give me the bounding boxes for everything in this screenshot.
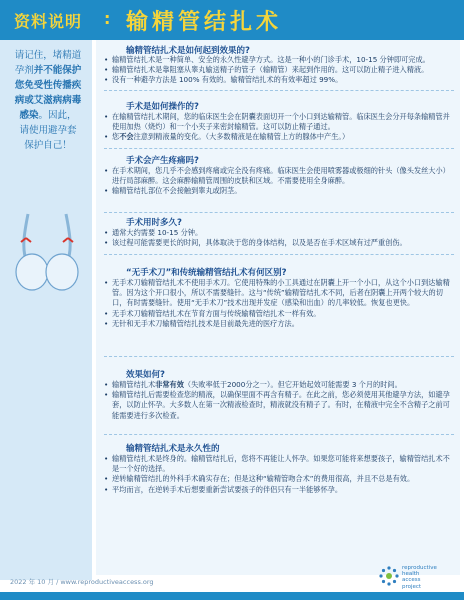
divider — [104, 434, 454, 435]
list-item: • 输精管结扎术是一种简单、安全的永久性避孕方式。这是一种小的门诊手术，10-15 分钟即可完成。 — [104, 55, 456, 65]
divider — [104, 254, 454, 255]
question-heading: 手术是如何操作的? — [126, 102, 199, 112]
bullet-list — [104, 380, 456, 421]
page-title: 输精管结扎术 — [126, 10, 283, 35]
question-heading: 输精管结扎术是永久性的 — [126, 444, 220, 454]
sidebar — [0, 40, 92, 580]
list-item: • 输精管结扎术是靠阻塞从睾丸输送精子的管子（输精管）来起到作用的。这可以防止精子进入精液。 — [104, 65, 456, 75]
divider — [104, 148, 454, 149]
header-label: 资料说明 — [14, 12, 83, 31]
bullet-list — [104, 166, 456, 197]
bullet-list — [104, 112, 456, 143]
question-heading: 输精管结扎术是如何起到效果的? — [126, 46, 250, 56]
list-item: • 在手术期间，您几乎不会感到疼痛或完全没有疼痛。临床医生会使用喷雾器或极细的针头（像头发丝大小）进行局部麻醉。这会麻醉输精管周围的皮肤和区域。不需要使用全身麻醉。 — [104, 166, 456, 186]
list-item: • 输精管结扎术非常有效（失败率低于2000分之一）。但它开始起效可能需要 3 个月的时间。 — [104, 380, 456, 390]
divider — [104, 212, 454, 213]
list-item: • 输精管结扎后需要检查您的精液，以确保里面不再含有精子。在此之前，您必须使用其他避孕方法，如避孕套，以防止怀孕。大多数人在第一次精液检查时，精液就没有精子了。有时，在精液中完全不含精子之前可能需要进行多次检查。 — [104, 390, 456, 421]
question-heading: “无手术刀”和传统输精管结扎术有何区别? — [126, 268, 287, 278]
bottom-bar — [0, 592, 464, 600]
footer-date-url: 2022 年 10 月 / www.reproductiveaccess.org — [10, 578, 154, 586]
list-item: • 在输精管结扎术期间，您的临床医生会在阴囊表面切开一个小口到达输精管。临床医生会分开每条输精管并使用加热（烧灼）和一个小夹子来密封输精管。这可以防止精子通过。 — [104, 112, 456, 132]
content-panel — [96, 40, 460, 575]
list-item: • 无针和无手术刀输精管结扎技术是目前最先进的医疗方法。 — [104, 319, 456, 329]
list-item: • 该过程可能需要更长的时间，具体取决于您的身体结构，以及是否在手术区域有过严重创伤。 — [104, 238, 456, 248]
anatomy-illustration-icon — [10, 208, 84, 294]
logo-text: reproductive health access project — [402, 565, 437, 590]
list-item: • 您不会注意到精液量的变化。（大多数精液是在输精管上方的腺体中产生。） — [104, 132, 456, 142]
divider — [104, 90, 454, 91]
bullet-list — [104, 278, 456, 329]
list-item: • 输精管结扎部位不会接触到睾丸或阴茎。 — [104, 186, 456, 196]
question-heading: 手术会产生疼痛吗? — [126, 156, 199, 166]
bullet-list — [104, 228, 456, 248]
list-item: • 没有一种避孕方法是 100% 有效的。输精管结扎术的有效率超过 99%。 — [104, 75, 456, 85]
bullet-list — [104, 55, 456, 86]
list-item: • 逆转输精管结扎的外科手术确实存在；但是这种“输精管吻合术”的费用很高，并且不总是有效。 — [104, 474, 456, 484]
question-heading: 手术用时多久? — [126, 218, 182, 228]
list-item: • 无手术刀输精管结扎术在节育方面与传统输精管结扎术一样有效。 — [104, 309, 456, 319]
page-header — [0, 0, 464, 40]
list-item: • 通常大约需要 10-15 分钟。 — [104, 228, 456, 238]
question-heading: 效果如何? — [126, 370, 165, 380]
list-item: • 平均而言，在逆转手术后想要重新尝试要孩子的伴侣只有一半能够怀孕。 — [104, 485, 456, 495]
list-item: • 输精管结扎术是终身的。输精管结扎后，您将不再能让人怀孕。如果您可能将来想要孩子，输精管结扎术不是一个好的选择。 — [104, 454, 456, 474]
list-item: • 无手术刀输精管结扎术不使用手术刀。它使用特殊的小工具通过在阴囊上开一个小口，从这个小口到达输精管。因为这个开口很小，所以不需要缝针。这与“传统”输精管结扎术不同，后者在阴囊上开两个较大的切口，有时需要缝针。使用“无手术刀”技术出现并发症（感染和出血）的几率较低。恢复也更快。 — [104, 278, 456, 309]
bullet-list — [104, 454, 456, 495]
rhap-logo-icon — [378, 565, 400, 587]
divider — [104, 356, 454, 357]
sidebar-note: 请记住，堵精道 孕剂并不能保护 您免受性传播疾 病或艾滋病病毒 感染。因此， 请使用避孕套 保护自己！ — [14, 50, 82, 151]
header-colon: : — [104, 9, 111, 28]
